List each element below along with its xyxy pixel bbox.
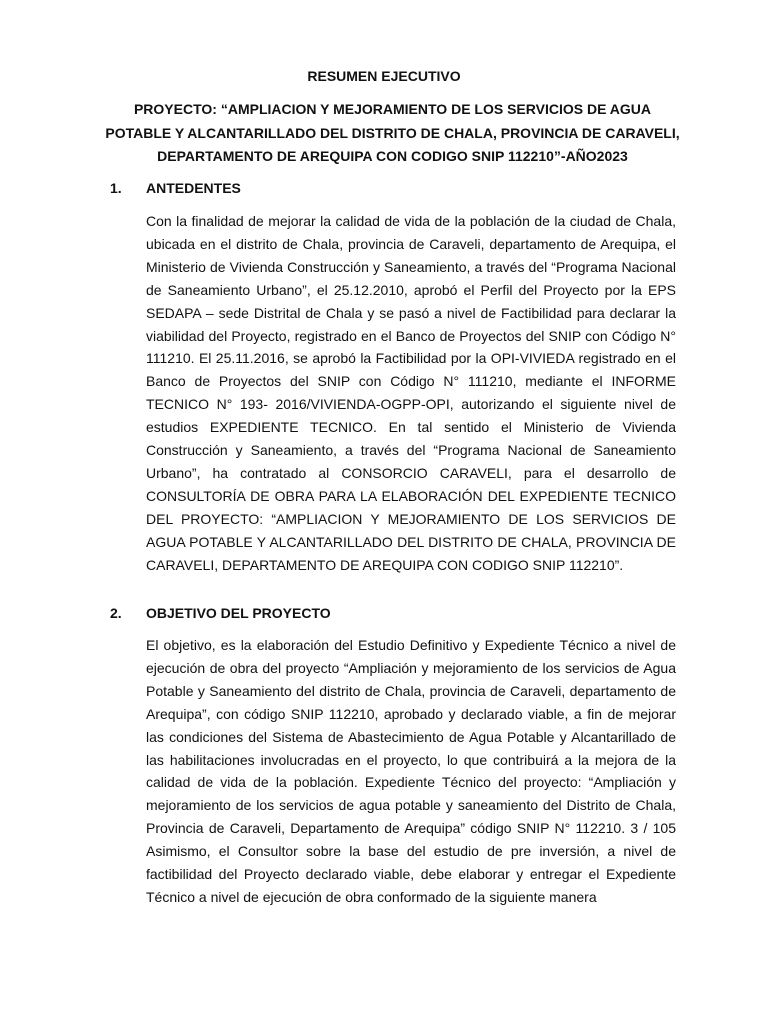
section-body-antecedentes: Con la finalidad de mejorar la calidad de vida de la población de la ciudad de Chala, ubicada en el distrito de Chala, provincia de Caraveli, departamento de Arequipa, el Ministerio de Vivienda Construcción y Saneamiento, a través del “Programa Nacional de Saneamiento Urbano”, el 25.12.2010, aprobó el Perfil del Proyecto por la EPS SEDAPA – sede Distrital de Chala y se pasó a nivel de Factibilidad para declarar la viabilidad del Proyecto, registrado en el Banco de Proyectos del SNIP con Código N° 111210. El 25.11.2016, se aprobó la Factibilidad por la OPI-VIVIEDA registrado en el Banco de Proyectos del SNIP con Código N° 111210, mediante el INFORME TECNICO N° 193- 2016/VIVIENDA-OGPP-OPI, autorizando el siguiente nivel de estudios EXPEDIENTE TECNICO. En tal sentido el Ministerio de Vivienda Construcción y Saneamiento, a través del “Programa Nacional de Saneamiento Urbano”, ha contratado al CONSORCIO CARAVELI, para el desarrollo de CONSULTORÍA DE OBRA PARA LA ELABORACIÓN DEL EXPEDIENTE TECNICO DEL PROYECTO: “AMPLIACION Y MEJORAMIENTO DE LOS SERVICIOS DE AGUA POTABLE Y ALCANTARILLADO DEL DISTRITO DE CHALA, PROVINCIA DE CARAVELI, DEPARTAMENTO DE AREQUIPA CON CODIGO SNIP 112210”. <box>146 213 676 573</box>
section-number: 1. <box>110 180 122 196</box>
project-title: PROYECTO: “AMPLIACION Y MEJORAMIENTO DE LOS SERVICIOS DE AGUA POTABLE Y ALCANTARILLADO DEL DISTRITO DE CHALA, PROVINCIA DE CARAVELI, DEPARTAMENTO DE AREQUIPA CON CODIGO SNIP 112210”-AÑO2023 <box>105 101 680 164</box>
document-title: RESUMEN EJECUTIVO <box>307 68 461 84</box>
section-number: 2. <box>110 605 122 621</box>
section-heading-label: OBJETIVO DEL PROYECTO <box>146 605 331 621</box>
section-body-objetivo: El objetivo, es la elaboración del Estudio Definitivo y Expediente Técnico a nivel de ejecución de obra del proyecto “Ampliación y mejoramiento de los servicios de Agua Potable y Saneamiento del distrito de Chala, provincia de Caraveli, departamento de Arequipa”, con código SNIP 112210, aprobado y declarado viable, a fin de mejorar las condiciones del Sistema de Abastecimiento de Agua Potable y Alcantarillado de las habilitaciones involucradas en el proyecto, lo que contribuirá a la mejora de la calidad de vida de la población. Expediente Técnico del proyecto: “Ampliación y mejoramiento de los servicios de agua potable y saneamiento del Distrito de Chala, Provincia de Caraveli, Departamento de Arequipa” código SNIP N° 112210. 3 / 105 Asimismo, el Consultor sobre la base del estudio de pre inversión, a nivel de factibilidad del Proyecto declarado viable, debe elaborar y entregar el Expediente Técnico a nivel de ejecución de obra conformado de la siguiente manera <box>146 637 676 905</box>
section-heading-label: ANTEDENTES <box>146 180 241 196</box>
